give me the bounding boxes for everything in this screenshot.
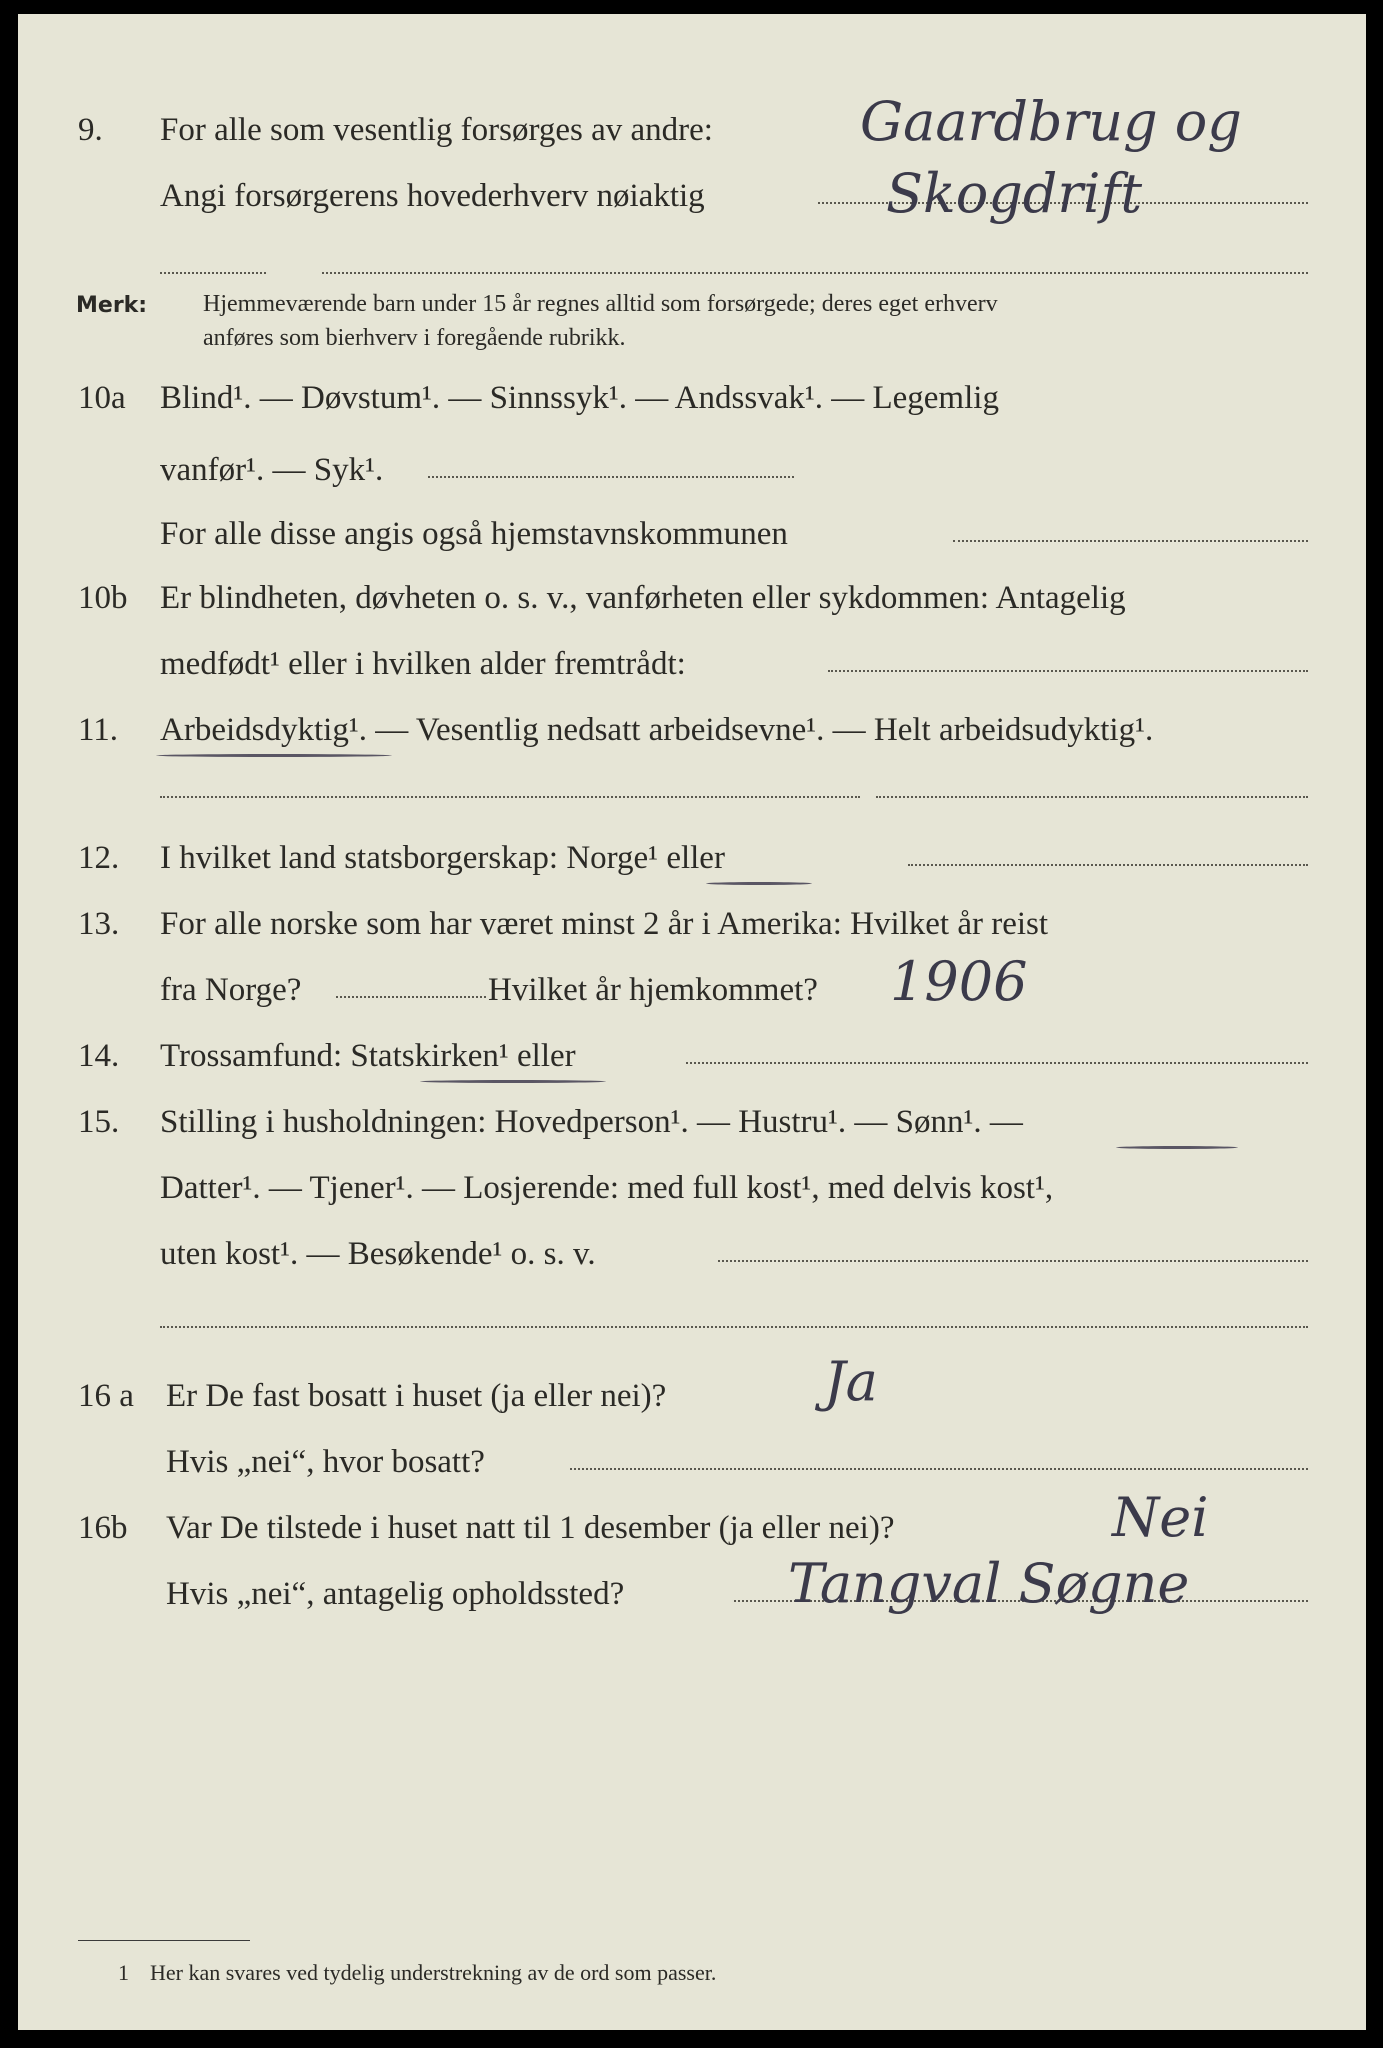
q13-line2-reist: fra Norge? bbox=[160, 972, 302, 1008]
q16b-number: 16b bbox=[78, 1510, 128, 1546]
q15-line3: uten kost¹. — Besøkende¹ o. s. v. bbox=[160, 1236, 596, 1272]
q12-number: 12. bbox=[78, 840, 120, 876]
q14-dotline bbox=[686, 1062, 1308, 1064]
footnote-mark: 1 bbox=[118, 1960, 129, 1985]
q15-dotline bbox=[718, 1260, 1308, 1262]
merk-label: Merk: bbox=[76, 293, 148, 318]
q16a-line1: Er De fast bosatt i huset (ja eller nei)? bbox=[166, 1378, 667, 1414]
q10a-line2: vanfør¹. — Syk¹. bbox=[160, 452, 384, 488]
q10a-syk-dotline bbox=[428, 476, 794, 478]
q16b-line2: Hvis „nei“, antagelig opholdssted? bbox=[166, 1576, 625, 1612]
q14-number: 14. bbox=[78, 1038, 120, 1074]
census-form-page bbox=[18, 14, 1366, 2030]
q14-line1: Trossamfund: Statskirken¹ eller bbox=[160, 1038, 576, 1074]
q13-line2-hjemkommet: Hvilket år hjemkommet? bbox=[488, 972, 818, 1008]
q9-line1: For alle som vesentlig forsørges av andre: bbox=[160, 112, 713, 148]
q13-answer-year: 1906 bbox=[890, 950, 1028, 1013]
q10a-line1: Blind¹. — Døvstum¹. — Sinnssyk¹. — Andssvak¹. — Legemlig bbox=[160, 380, 999, 416]
q11-dotline-b bbox=[876, 796, 1308, 798]
q10b-alder-dotline bbox=[828, 670, 1308, 672]
q16a-bosatt-dotline bbox=[570, 1468, 1308, 1470]
q15-extra-dotline bbox=[160, 1326, 1308, 1328]
q9-line2: Angi forsørgerens hovederhverv nøiaktig bbox=[160, 178, 705, 214]
footnote-rule bbox=[78, 1940, 250, 1941]
merk-line2: anføres som bierhverv i foregående rubrikk. bbox=[203, 325, 626, 351]
q9-answer-line2: Skogdrift bbox=[886, 162, 1143, 225]
q9-extra-dotline-b bbox=[322, 272, 1308, 274]
q15-sonn-underline bbox=[1116, 1146, 1238, 1149]
q12-norge-underline bbox=[706, 882, 812, 885]
q16b-answer-opholdssted: Tangval Søgne bbox=[788, 1552, 1190, 1615]
q12-line1: I hvilket land statsborgerskap: Norge¹ eller bbox=[160, 840, 725, 876]
q13-line1: For alle norske som har været minst 2 år i Amerika: Hvilket år reist bbox=[160, 906, 1049, 942]
q15-line1: Stilling i husholdningen: Hovedperson¹. — Hustru¹. — Sønn¹. — bbox=[160, 1104, 1023, 1140]
q13-reist-dotline bbox=[336, 996, 486, 998]
footnote-text: Her kan svares ved tydelig understrekning av de ord som passer. bbox=[150, 1960, 717, 1985]
q9-extra-dotline-a bbox=[160, 272, 266, 274]
q9-answer-line1: Gaardbrug og bbox=[860, 90, 1242, 153]
q9-number: 9. bbox=[78, 112, 103, 148]
q16b-answer-tilstede: Nei bbox=[1112, 1486, 1209, 1549]
q10a-number: 10a bbox=[78, 380, 126, 416]
q10a-hjemstavn-dotline bbox=[953, 540, 1308, 542]
q12-dotline bbox=[908, 864, 1308, 866]
q14-statskirken-underline bbox=[420, 1080, 606, 1083]
merk-line1: Hjemmeværende barn under 15 år regnes alltid som forsørgede; deres eget erhverv bbox=[203, 291, 998, 317]
q16b-line1: Var De tilstede i huset natt til 1 desember (ja eller nei)? bbox=[166, 1510, 895, 1546]
q10a-line3: For alle disse angis også hjemstavnskommunen bbox=[160, 516, 788, 552]
q10b-line2: medfødt¹ eller i hvilken alder fremtrådt: bbox=[160, 646, 686, 682]
q15-line2: Datter¹. — Tjener¹. — Losjerende: med full kost¹, med delvis kost¹, bbox=[160, 1170, 1054, 1206]
q11-line1: Arbeidsdyktig¹. — Vesentlig nedsatt arbeidsevne¹. — Helt arbeidsudyktig¹. bbox=[160, 712, 1154, 748]
q10b-line1: Er blindheten, døvheten o. s. v., vanførheten eller sykdommen: Antagelig bbox=[160, 580, 1126, 616]
q15-number: 15. bbox=[78, 1104, 120, 1140]
q11-dotline-a bbox=[160, 796, 860, 798]
q13-number: 13. bbox=[78, 906, 120, 942]
q10b-number: 10b bbox=[78, 580, 128, 616]
q16a-line2: Hvis „nei“, hvor bosatt? bbox=[166, 1444, 485, 1480]
q11-arbeidsdyktig-underline bbox=[156, 754, 392, 757]
q11-number: 11. bbox=[78, 712, 119, 748]
q16a-number: 16 a bbox=[78, 1378, 134, 1414]
q16a-answer: Ja bbox=[824, 1350, 878, 1413]
